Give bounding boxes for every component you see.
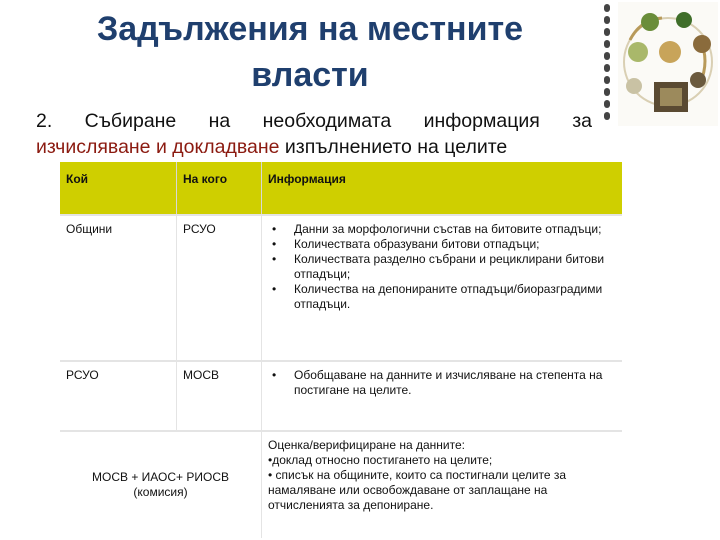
list-item: • Обобщаване на данните и изчисляване на степента на постигане на целите. — [268, 368, 616, 398]
info-line: •доклад относно постигането на целите; — [268, 453, 493, 467]
list-item: • Количествата разделно събрани и рециклирани битови отпадъци; — [268, 252, 616, 282]
header-information: Информация — [262, 162, 623, 215]
table-row — [60, 215, 622, 361]
cell-information — [262, 361, 623, 431]
intro-paragraph — [36, 108, 592, 160]
slide-title — [30, 6, 590, 98]
list-item: • Количествата образувани битови отпадъци; — [268, 237, 616, 252]
cell-to: МОСВ — [177, 361, 262, 431]
decorative-chain — [600, 2, 614, 124]
list-item: • Количества на депонираните отпадъци/биоразградими отпадъци. — [268, 282, 616, 312]
responsibility-table — [60, 162, 622, 538]
cell-who: Общини — [60, 215, 177, 361]
list-item: • Данни за морфологични състав на битовите отпадъци; — [268, 222, 616, 237]
cell-information — [262, 431, 623, 538]
cell-who-line-2: (комисия) — [133, 485, 188, 499]
waste-cycle-illustration — [600, 0, 720, 130]
cell-who: РСУО — [60, 361, 177, 431]
intro-highlight: изчисляване и докладване — [36, 136, 280, 158]
header-to: На кого — [177, 162, 262, 215]
table-header-row — [60, 162, 622, 215]
intro-line-2-rest: изпълнението на целите — [279, 136, 508, 158]
intro-number: 2. — [36, 110, 53, 132]
header-who: Кой — [60, 162, 177, 215]
intro-line-2 — [36, 134, 592, 160]
title-line-2: власти — [251, 56, 369, 94]
info-line: Оценка/верифициране на данните: — [268, 438, 465, 452]
intro-line-1-text: Събиране на необходимата информация за — [84, 110, 592, 132]
cell-who — [60, 431, 262, 538]
cell-who-line-1: МОСВ + ИАОС+ РИОСВ — [91, 470, 229, 484]
table-row — [60, 361, 622, 431]
intro-line-1 — [36, 108, 592, 134]
cell-information — [262, 215, 623, 361]
title-line-1: Задължения на местните — [96, 10, 524, 48]
table-row — [60, 431, 622, 538]
info-line: • списък на общините, които са постигнали целите за намаляване или освобождаване от заплащане на отчисленията за депониране. — [268, 468, 567, 512]
cell-to: РСУО — [177, 215, 262, 361]
